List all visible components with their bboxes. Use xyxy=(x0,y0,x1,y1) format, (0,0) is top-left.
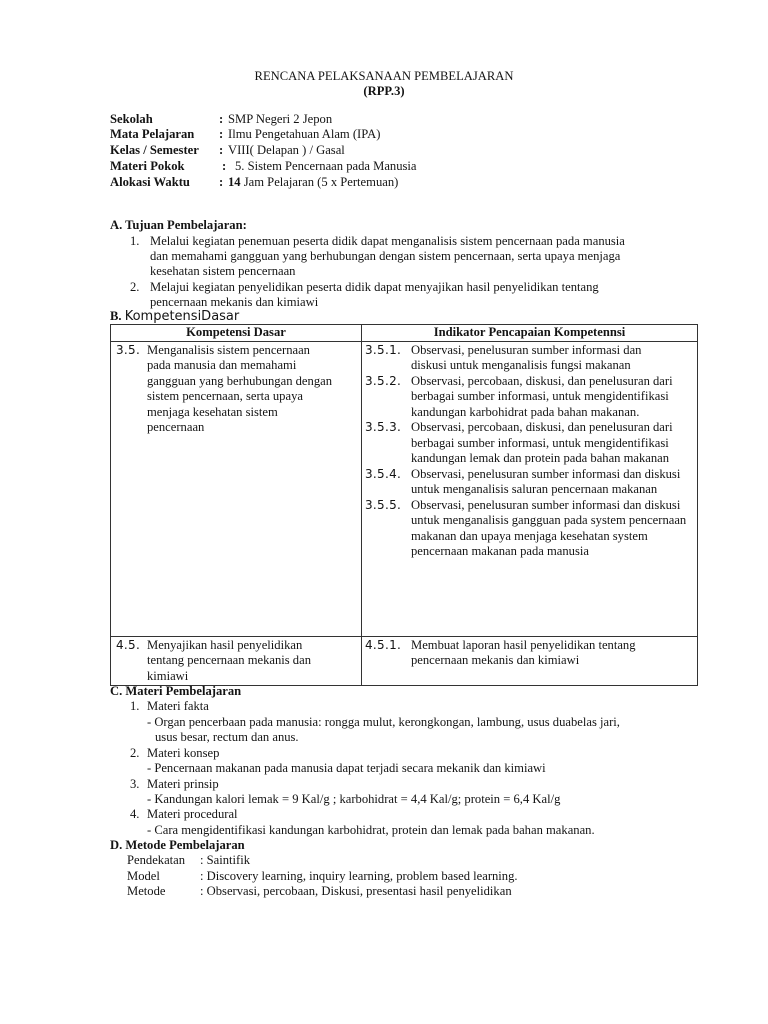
sep-mata-pelajaran: : xyxy=(219,127,224,141)
metode-value-metode: : Observasi, percobaan, Diskusi, presentasi hasil penyelidikan xyxy=(200,884,512,898)
indikator-cell xyxy=(362,636,698,686)
materi-detail-2: - Pencernaan makanan pada manusia dapat terjadi secara mekanik dan kimiawi xyxy=(147,761,546,775)
document-title: RENCANA PELAKSANAAN PEMBELAJARAN xyxy=(254,69,514,83)
materi-detail-1-line-1: - Organ pencerbaan pada manusia: rongga mulut, kerongkongan, lambung, usus duabelas jari, xyxy=(147,715,620,729)
value-alokasi-text: Jam Pelajaran (5 x Pertemuan) xyxy=(243,175,399,189)
indikator-num: 3.5.4. xyxy=(365,466,402,481)
indikator-num: 3.5.5. xyxy=(365,497,402,512)
materi-detail-1-line-2: usus besar, rectum dan anus. xyxy=(155,730,299,744)
indikator-text: Observasi, penelusuran sumber informasi dan diskusi untuk menganalisis saluran pencernaan makanan xyxy=(411,466,681,496)
indikator-item xyxy=(365,374,694,421)
metode-value-model: : Discovery learning, inquiry learning, problem based learning. xyxy=(200,869,518,883)
table-header-kd: Kompetensi Dasar xyxy=(111,325,362,342)
sep-alokasi-waktu: : xyxy=(219,175,224,189)
label-mata-pelajaran: Mata Pelajaran xyxy=(110,127,195,141)
document-subtitle: (RPP.3) xyxy=(363,84,405,98)
tujuan-2-line-1: Melajui kegiatan penyelidikan peserta didik dapat menyajikan hasil penyelidikan tentang xyxy=(150,280,599,294)
materi-title-3: Materi prinsip xyxy=(147,777,219,791)
metode-label-model: Model xyxy=(127,869,160,883)
label-alokasi-waktu: Alokasi Waktu xyxy=(110,175,190,189)
kd-cell xyxy=(111,341,362,636)
value-sekolah: SMP Negeri 2 Jepon xyxy=(228,112,333,126)
tujuan-1-line-1: Melalui kegiatan penemuan peserta didik dapat menganalisis sistem pencernaan pada manusia xyxy=(150,234,625,248)
materi-title-4: Materi procedural xyxy=(147,807,238,821)
tujuan-num-1: 1. xyxy=(130,234,140,248)
value-materi-pokok: 5. Sistem Pencernaan pada Manusia xyxy=(235,159,417,173)
metode-label-pendekatan: Pendekatan xyxy=(127,853,186,867)
indikator-num: 3.5.3. xyxy=(365,420,402,434)
label-kelas-semester: Kelas / Semester xyxy=(110,143,199,157)
table-row xyxy=(111,341,698,636)
indikator-item xyxy=(365,467,694,498)
indikator-text: Observasi, percobaan, diskusi, dan penelusuran dari berbagai sumber informasi, untuk mengidentifikasi kandungan karbohidrat pada bahan makanan. xyxy=(411,373,673,419)
section-a-heading: A. Tujuan Pembelajaran: xyxy=(110,218,247,232)
materi-title-1: Materi fakta xyxy=(147,699,209,713)
tujuan-1-line-3: kesehatan sistem pencernaan xyxy=(150,264,296,278)
materi-detail-4: - Cara mengidentifikasi kandungan karbohidrat, protein dan lemak pada bahan makanan. xyxy=(147,823,595,837)
tujuan-2-line-2: pencernaan mekanis dan kimiawi xyxy=(150,295,319,309)
value-alokasi-jam: 14 xyxy=(228,175,241,189)
section-b-title: KompetensiDasar xyxy=(124,309,240,324)
indikator-item xyxy=(365,498,694,560)
indikator-num: 3.5.1. xyxy=(365,342,402,357)
indikator-item xyxy=(365,638,694,669)
indikator-text: Membuat laporan hasil penyelidikan tentang pencernaan mekanis dan kimiawi xyxy=(411,637,636,667)
kd-num: 4.5. xyxy=(116,637,141,652)
sep-materi-pokok: : xyxy=(222,159,227,173)
kd-num: 3.5. xyxy=(116,342,141,357)
metode-label-metode: Metode xyxy=(127,884,166,898)
label-sekolah: Sekolah xyxy=(110,112,153,126)
materi-num-1: 1. xyxy=(130,699,140,713)
value-mata-pelajaran: Ilmu Pengetahuan Alam (IPA) xyxy=(228,127,381,141)
tujuan-num-2: 2. xyxy=(130,280,140,294)
indikator-text: Observasi, penelusuran sumber informasi dan diskusi untuk menganalisis fungsi makanan xyxy=(411,342,642,372)
indikator-num: 3.5.2. xyxy=(365,373,402,388)
value-alokasi-waktu xyxy=(228,175,398,191)
materi-num-3: 3. xyxy=(130,777,140,791)
table-row xyxy=(111,636,698,686)
indikator-item xyxy=(365,343,694,374)
section-d-heading: D. Metode Pembelajaran xyxy=(110,838,245,852)
table-header-row xyxy=(111,325,698,342)
kd-text: Menganalisis sistem pencernaan pada manusia dan memahami gangguan yang berhubungan dengan sistem pencernaan, serta upaya menjaga kesehatan sistem pencernaan xyxy=(147,342,333,434)
indikator-text: Observasi, percobaan, diskusi, dan penelusuran dari berbagai sumber informasi, untuk mengidentifikasi kandungan lemak dan protein pada bahan makanan xyxy=(411,420,673,465)
kd-cell xyxy=(111,636,362,686)
table-header-indikator: Indikator Pencapaian Kompetennsi xyxy=(362,325,698,342)
section-b-heading xyxy=(110,309,239,325)
sep-kelas-semester: : xyxy=(219,143,224,157)
value-kelas-semester: VIII( Delapan ) / Gasal xyxy=(228,143,345,157)
materi-detail-3: - Kandungan kalori lemak = 9 Kal/g ; karbohidrat = 4,4 Kal/g; protein = 6,4 Kal/g xyxy=(147,792,561,806)
metode-value-pendekatan: : Saintifik xyxy=(200,853,251,867)
materi-num-4: 4. xyxy=(130,807,140,821)
label-materi-pokok: Materi Pokok xyxy=(110,159,185,173)
materi-title-2: Materi konsep xyxy=(147,746,220,760)
kompetensi-table xyxy=(110,324,698,686)
indikator-text: Observasi, penelusuran sumber informasi dan diskusi untuk menganalisis gangguan pada system pencernaan makanan dan upaya menjaga kesehatan system pencernaan makanan pada manusia xyxy=(411,497,687,558)
tujuan-1-line-2: dan memahami gangguan yang berhubungan dengan sistem pencernaan, serta upaya menjaga xyxy=(150,249,621,263)
materi-num-2: 2. xyxy=(130,746,140,760)
indikator-cell xyxy=(362,341,698,636)
section-b-prefix: B. xyxy=(110,309,122,323)
indikator-item xyxy=(365,420,694,467)
sep-sekolah: : xyxy=(219,112,224,126)
indikator-num: 4.5.1. xyxy=(365,637,402,652)
section-c-heading: C. Materi Pembelajaran xyxy=(110,684,242,698)
kd-text: Menyajikan hasil penyelidikan tentang pencernaan mekanis dan kimiawi xyxy=(147,637,311,683)
